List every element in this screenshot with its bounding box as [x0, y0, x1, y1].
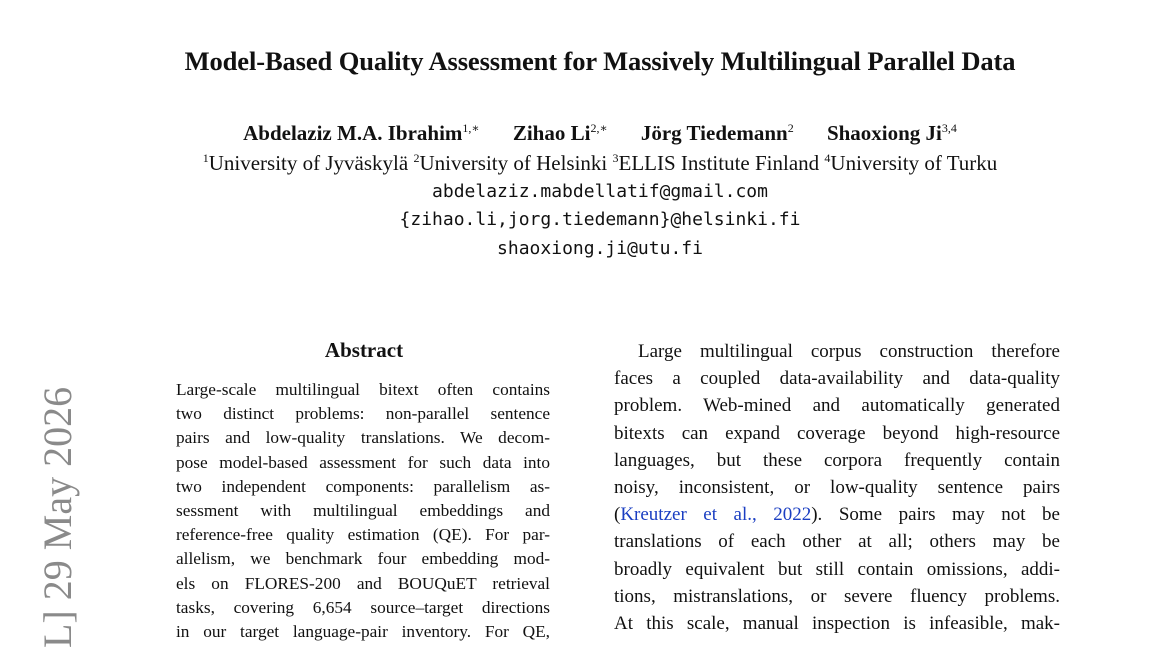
- arxiv-side-stamp: L] 29 May 2026: [35, 386, 80, 648]
- affiliation: University of Helsinki: [419, 151, 608, 175]
- abstract-line: two independent components: parallelism as-: [176, 476, 550, 496]
- affiliation-sup: 3: [612, 151, 619, 165]
- intro-line: translations of each other at all; others may be: [614, 531, 1060, 553]
- abstract-line: reference-free quality estimation (QE). For par-: [176, 525, 550, 545]
- intro-line-citation: [614, 501, 1060, 528]
- affiliation: University of Turku: [830, 151, 998, 175]
- paper-title: Model-Based Quality Assessment for Massively Multilingual Parallel Data: [184, 46, 1016, 76]
- abstract-body: [176, 378, 550, 644]
- intro-line: bitexts can expand coverage beyond high-resource: [614, 422, 1060, 444]
- abstract-line: in our target language-pair inventory. For QE,: [176, 621, 550, 641]
- author: [243, 121, 479, 145]
- intro-line: problem. Web-mined and automatically generated: [614, 395, 1060, 417]
- email-2: {zihao.li,jorg.tiedemann}@helsinki.fi: [399, 209, 801, 230]
- author: [827, 121, 957, 145]
- citation-link[interactable]: Kreutzer et al., 2022: [620, 504, 812, 526]
- intro-line: Large multilingual corpus construction therefore: [638, 341, 1060, 362]
- abstract-line: two distinct problems: non-parallel sentence: [176, 404, 550, 424]
- abstract-line: allelism, we benchmark four embedding mod-: [176, 549, 550, 569]
- email-1: abdelaziz.mabdellatif@gmail.com: [432, 181, 768, 202]
- intro-line: tions, mistranslations, or severe fluency problems.: [614, 585, 1060, 607]
- intro-line: languages, but these corpora frequently contain: [614, 449, 1060, 471]
- abstract-line: sessment with multilingual embeddings and: [176, 500, 550, 520]
- affiliation-list: [0, 151, 1152, 176]
- abstract-line: tasks, covering 6,654 source–target directions: [176, 597, 550, 617]
- affiliation-sup: 1: [202, 151, 209, 165]
- author-sup: 1,∗: [462, 121, 480, 135]
- affiliation-sup: 4: [824, 151, 831, 165]
- abstract-line: pose model-based assessment for such data into: [176, 452, 550, 472]
- author-sup: 2: [787, 121, 794, 135]
- author: [641, 121, 794, 145]
- abstract-line: els on FLORES-200 and BOUQuET retrieval: [176, 573, 550, 593]
- intro-column: [614, 338, 1060, 637]
- author-name: Zihao Li: [512, 121, 591, 145]
- intro-text: ). Some pairs may not be: [811, 504, 1060, 526]
- affiliation-sup: 2: [413, 151, 420, 165]
- abstract-heading: Abstract: [324, 338, 404, 362]
- author-sup: 3,4: [941, 121, 957, 135]
- abstract-line: pairs and low-quality translations. We decom-: [176, 428, 550, 448]
- author: [513, 121, 608, 145]
- author-name: Abdelaziz M.A. Ibrahim: [243, 121, 463, 145]
- author-name: Shaoxiong Ji: [826, 121, 942, 145]
- email-3: shaoxiong.ji@utu.fi: [497, 238, 703, 259]
- abstract-line: Large-scale multilingual bitext often contains: [176, 380, 550, 399]
- intro-line: faces a coupled data-availability and data-quality: [614, 368, 1060, 390]
- author-name: Jörg Tiedemann: [640, 121, 788, 145]
- intro-line: noisy, inconsistent, or low-quality sentence pairs: [614, 476, 1060, 498]
- intro-line: broadly equivalent but still contain omissions, addi-: [614, 558, 1060, 580]
- affiliation: University of Jyväskylä: [208, 151, 409, 175]
- author-sup: 2,∗: [590, 121, 608, 135]
- affiliation: ELLIS Institute Finland: [618, 151, 820, 175]
- paren: (: [614, 504, 621, 526]
- intro-line: At this scale, manual inspection is infeasible, mak-: [614, 612, 1060, 634]
- author-list: [0, 121, 1152, 146]
